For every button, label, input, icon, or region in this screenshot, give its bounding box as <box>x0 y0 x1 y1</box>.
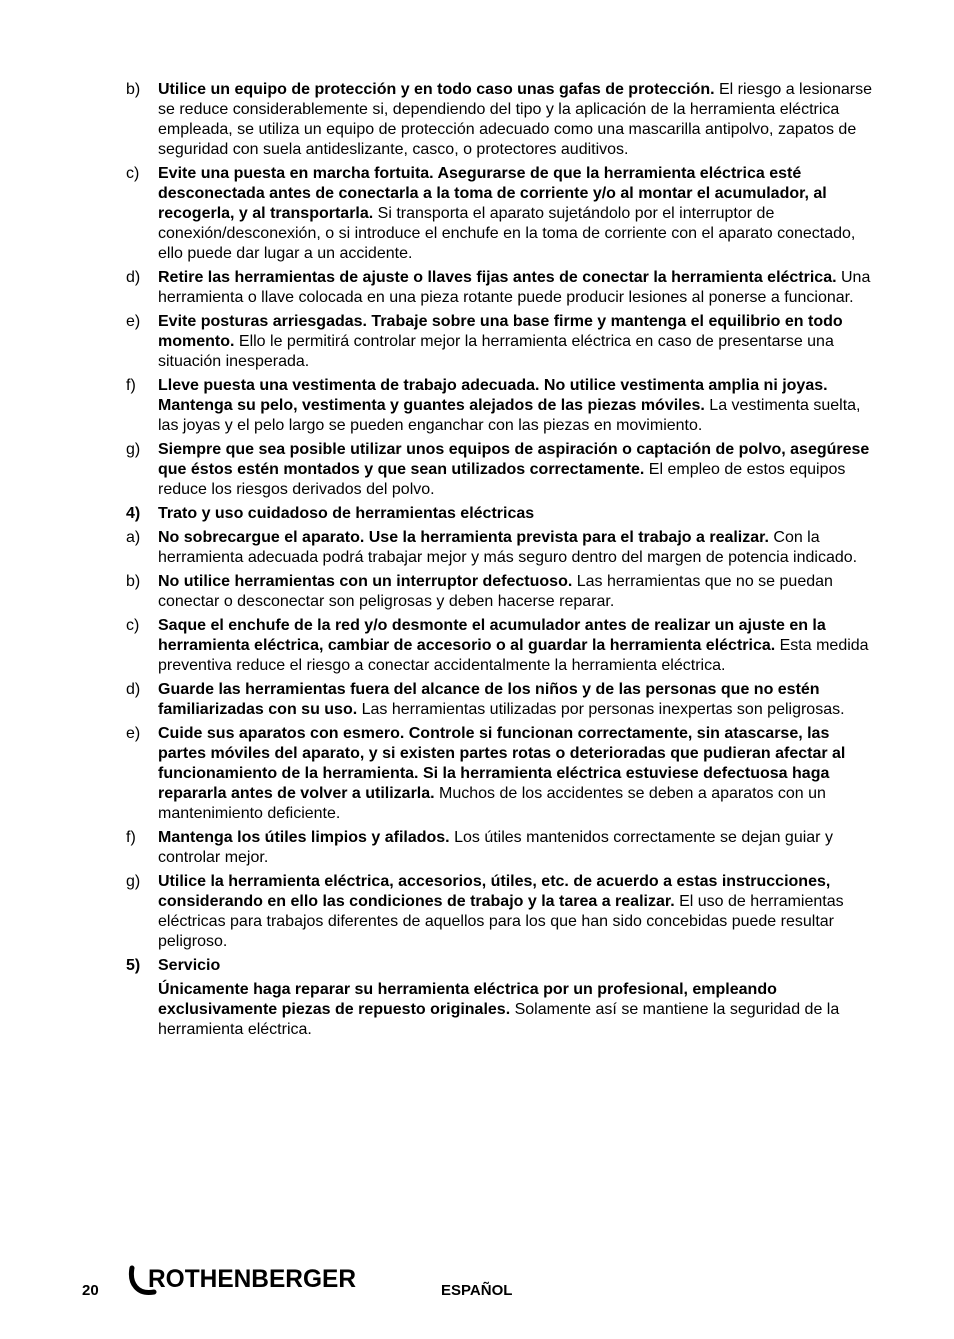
item-marker: b) <box>126 81 141 98</box>
list-item <box>126 440 876 500</box>
list-item <box>126 828 876 868</box>
item-lead: No sobrecargue el aparato. Use la herramienta prevista para el trabajo a realizar. <box>158 529 769 546</box>
item-text: El riesgo a lesionarse se reduce considerablemente si, dependiendo del tipo y la aplicación de la herramienta eléctrica empleada, se utiliza un equipo de protección adecuado como una mascarilla antipolvo, zapatos de seguridad con suela antideslizante, casco, o protectores auditivos. <box>158 81 872 158</box>
item-marker: e) <box>126 313 141 330</box>
item-lead: No utilice herramientas con un interruptor defectuoso. <box>158 573 573 590</box>
item-marker: e) <box>126 725 141 742</box>
list-item <box>126 528 876 568</box>
list-item <box>126 616 876 676</box>
item-text: El uso de herramientas eléctricas para trabajos diferentes de aquellos para los que han sido concebidas puede resultar peligroso. <box>158 893 844 950</box>
paragraph-lead: Únicamente haga reparar su herramienta eléctrica por un profesional, empleando exclusivamente piezas de repuesto originales. <box>158 981 777 1018</box>
item-marker: g) <box>126 441 141 458</box>
item-marker: a) <box>126 529 141 546</box>
list-item <box>126 164 876 264</box>
list-item <box>126 680 876 720</box>
section-heading-4 <box>126 504 876 524</box>
list-item <box>126 724 876 824</box>
item-marker: d) <box>126 269 141 286</box>
item-text: Muchos de los accidentes se deben a aparatos con un mantenimiento deficiente. <box>158 785 826 822</box>
item-lead: Cuide sus aparatos con esmero. Controle si funcionan correctamente, sin atascarse, las partes móviles del aparato, y si existen partes rotas o deterioradas que pudieran afectar al funcionamiento de la herramienta. Si la herramienta eléctrica estuviese defectuosa haga repararla antes de volver a utilizarla. <box>158 725 846 802</box>
item-lead: Siempre que sea posible utilizar unos equipos de aspiración o captación de polvo, asegúrese que éstos estén montados y que sean utilizados correctamente. <box>158 441 870 478</box>
document-body <box>126 80 876 1040</box>
item-marker: c) <box>126 165 140 182</box>
item-text: Los útiles mantenidos correctamente se dejan guiar y controlar mejor. <box>158 829 833 866</box>
item-text: Con la herramienta adecuada podrá trabajar mejor y más seguro dentro del margen de potencia indicado. <box>158 529 858 566</box>
section-title: Trato y uso cuidadoso de herramientas eléctricas <box>158 505 535 522</box>
item-marker: c) <box>126 617 140 634</box>
list-item <box>126 312 876 372</box>
section-heading-5 <box>126 956 876 976</box>
item-lead: Lleve puesta una vestimenta de trabajo adecuada. No utilice vestimenta amplia ni joyas. Mantenga su pelo, vestimenta y guantes alejados de las piezas móviles. <box>158 377 828 414</box>
language-label: ESPAÑOL <box>441 1282 513 1299</box>
list-item <box>126 268 876 308</box>
list-item <box>126 376 876 436</box>
item-text: Las herramientas que no se puedan conectar o desconectar son peligrosas y deben hacerse reparar. <box>158 573 833 610</box>
list-item <box>126 80 876 160</box>
paragraph-text: Solamente así se mantiene la seguridad de la herramienta eléctrica. <box>158 1001 840 1038</box>
item-text: Una herramienta o llave colocada en una pieza rotante puede producir lesiones al ponerse a funcionar. <box>158 269 871 306</box>
item-marker: f) <box>126 829 136 846</box>
item-marker: g) <box>126 873 141 890</box>
item-lead: Mantenga los útiles limpios y afilados. <box>158 829 450 846</box>
item-marker: d) <box>126 681 141 698</box>
section-number: 5) <box>126 957 141 974</box>
rothenberger-logo <box>126 1262 358 1296</box>
list-item <box>126 572 876 612</box>
item-lead: Evite una puesta en marcha fortuita. Asegurarse de que la herramienta eléctrica esté desconectada antes de conectarla a la toma de corriente y/o al montar el acumulador, al recogerla, y al transportarla. <box>158 165 827 222</box>
item-lead: Guarde las herramientas fuera del alcance de los niños y de las personas que no estén familiarizadas con su uso. <box>158 681 820 718</box>
item-text: El empleo de estos equipos reduce los riesgos derivados del polvo. <box>158 461 846 498</box>
item-text: Ello le permitirá controlar mejor la herramienta eléctrica en caso de presentarse una situación inesperada. <box>158 333 834 370</box>
item-text: La vestimenta suelta, las joyas y el pelo largo se pueden enganchar con las piezas en movimiento. <box>158 397 861 434</box>
item-marker: b) <box>126 573 141 590</box>
page-number: 20 <box>82 1282 99 1299</box>
item-lead: Utilice la herramienta eléctrica, accesorios, útiles, etc. de acuerdo a estas instrucciones, considerando en ello las condiciones de trabajo y la tarea a realizar. <box>158 873 831 910</box>
section-title: Servicio <box>158 957 221 974</box>
item-lead: Retire las herramientas de ajuste o llaves fijas antes de conectar la herramienta eléctrica. <box>158 269 837 286</box>
item-marker: f) <box>126 377 136 394</box>
item-lead: Saque el enchufe de la red y/o desmonte el acumulador antes de realizar un ajuste en la herramienta eléctrica, cambiar de accesorio o al guardar la herramienta eléctrica. <box>158 617 826 654</box>
list-item <box>126 872 876 952</box>
section-number: 4) <box>126 505 141 522</box>
item-lead: Evite posturas arriesgadas. Trabaje sobre una base firme y mantenga el equilibrio en todo momento. <box>158 313 843 350</box>
item-lead: Utilice un equipo de protección y en todo caso unas gafas de protección. <box>158 81 715 98</box>
item-text: Si transporta el aparato sujetándolo por el interruptor de conexión/desconexión, o si introduce el enchufe en la toma de corriente con el aparato conectado, ello puede dar lugar a un accidente. <box>158 205 856 262</box>
item-text: Las herramientas utilizadas por personas inexpertas son peligrosas. <box>357 701 845 718</box>
service-paragraph <box>126 980 876 1040</box>
item-text: Esta medida preventiva reduce el riesgo a conectar accidentalmente la herramienta eléctrica. <box>158 637 869 674</box>
logo-wordmark: ROTHENBERGER <box>148 1265 356 1293</box>
